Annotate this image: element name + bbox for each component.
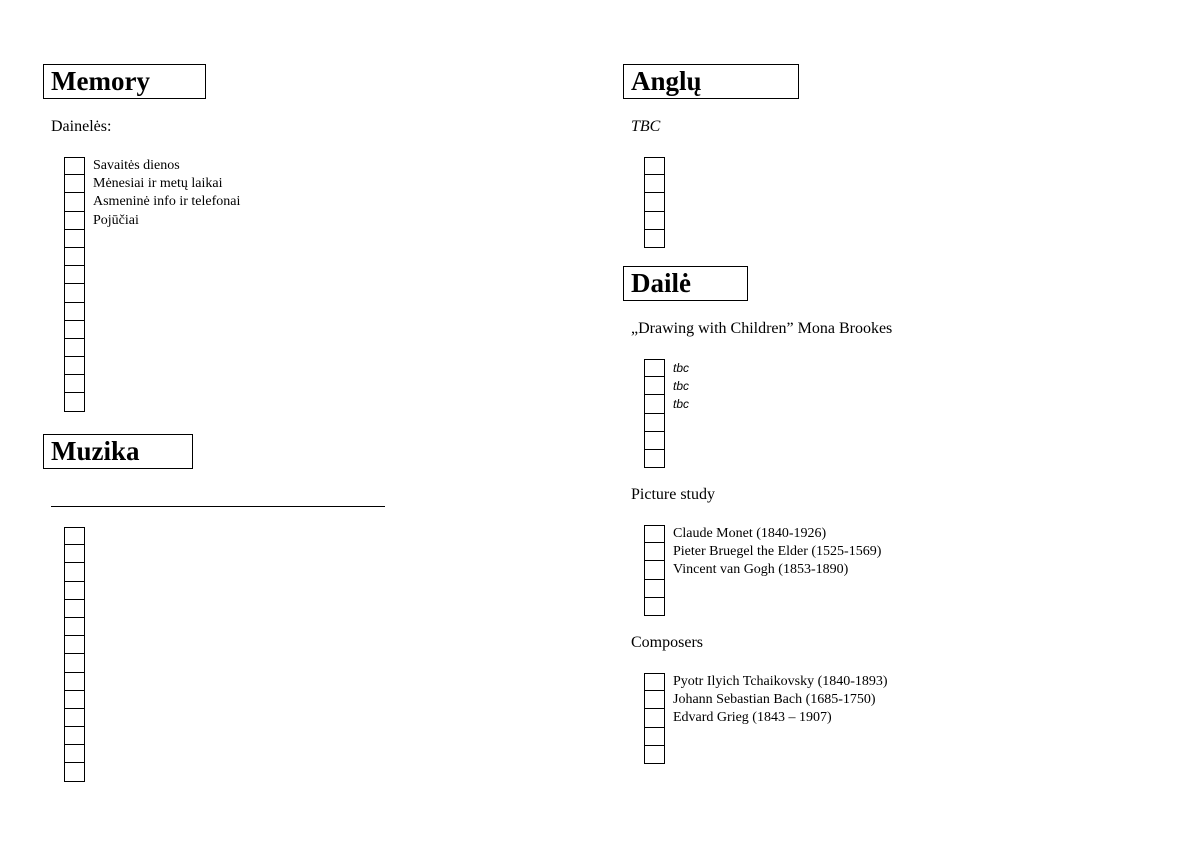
picture-study-subtitle: Picture study <box>631 486 715 503</box>
checkbox[interactable] <box>644 157 665 175</box>
checklist-item-label: Asmeninė info ir telefonai <box>93 194 241 210</box>
checkbox[interactable] <box>644 709 665 727</box>
checkbox[interactable] <box>64 193 85 211</box>
composers-subtitle: Composers <box>631 634 703 651</box>
checkbox[interactable] <box>644 673 665 691</box>
checkbox[interactable] <box>64 393 85 411</box>
checkbox[interactable] <box>64 527 85 545</box>
checkbox[interactable] <box>644 598 665 616</box>
checkbox[interactable] <box>64 600 85 618</box>
checkbox[interactable] <box>64 691 85 709</box>
checkbox[interactable] <box>64 582 85 600</box>
checklist-item-label: tbc <box>673 379 690 394</box>
daile-book-subtitle: „Drawing with Children” Mona Brookes <box>631 320 893 337</box>
checklist-item-label: tbc <box>673 361 690 375</box>
checklist-item-label: Vincent van Gogh (1853-1890) <box>673 562 849 578</box>
checkbox[interactable] <box>644 377 665 395</box>
checkbox[interactable] <box>64 545 85 563</box>
checkbox[interactable] <box>64 266 85 284</box>
checkbox[interactable] <box>64 157 85 175</box>
checkbox[interactable] <box>644 561 665 579</box>
checkbox[interactable] <box>64 248 85 266</box>
checkbox[interactable] <box>644 543 665 561</box>
checkbox[interactable] <box>64 357 85 375</box>
checkbox[interactable] <box>644 230 665 248</box>
anglu-subtitle: TBC <box>631 118 661 135</box>
checklist-item-label: Edvard Grieg (1843 – 1907) <box>673 710 832 726</box>
checkbox[interactable] <box>64 727 85 745</box>
checklist-item-label: tbc <box>673 397 690 412</box>
checkbox[interactable] <box>64 745 85 763</box>
checkbox[interactable] <box>64 709 85 727</box>
checkbox[interactable] <box>64 175 85 193</box>
checklist-item-label: Savaitės dienos <box>93 158 180 173</box>
checkbox[interactable] <box>644 193 665 211</box>
checkbox[interactable] <box>64 654 85 672</box>
checkbox[interactable] <box>64 673 85 691</box>
checkbox[interactable] <box>64 303 85 321</box>
checkbox[interactable] <box>644 525 665 543</box>
checklist-item-label: Claude Monet (1840-1926) <box>673 526 827 541</box>
memory-heading: Memory <box>43 64 206 99</box>
checkbox[interactable] <box>64 563 85 581</box>
checkbox[interactable] <box>644 359 665 377</box>
daile-heading: Dailė <box>623 266 748 301</box>
checkbox[interactable] <box>644 432 665 450</box>
checkbox[interactable] <box>64 321 85 339</box>
checkbox[interactable] <box>644 728 665 746</box>
checklist-item-label: Mėnesiai ir metų laikai <box>93 176 223 192</box>
checklist-item-label: Pyotr Ilyich Tchaikovsky (1840-1893) <box>673 674 888 689</box>
checkbox[interactable] <box>644 175 665 193</box>
checkbox[interactable] <box>644 414 665 432</box>
checkbox[interactable] <box>644 450 665 468</box>
checkbox[interactable] <box>64 763 85 781</box>
checkbox[interactable] <box>64 212 85 230</box>
checkbox[interactable] <box>644 212 665 230</box>
checklist-item-label: Pieter Bruegel the Elder (1525-1569) <box>673 544 882 560</box>
checkbox[interactable] <box>644 691 665 709</box>
checkbox[interactable] <box>644 395 665 413</box>
muzika-heading: Muzika <box>43 434 193 469</box>
checkbox[interactable] <box>644 746 665 764</box>
checklist-item-label: Johann Sebastian Bach (1685-1750) <box>673 692 876 708</box>
checklist-item-label: Pojūčiai <box>93 212 139 228</box>
memory-subtitle: Dainelės: <box>51 118 112 135</box>
checkbox[interactable] <box>64 636 85 654</box>
anglu-heading: Anglų <box>623 64 799 99</box>
checkbox[interactable] <box>64 284 85 302</box>
muzika-blank-line <box>51 506 385 507</box>
checkbox[interactable] <box>64 618 85 636</box>
checkbox[interactable] <box>64 339 85 357</box>
checkbox[interactable] <box>64 375 85 393</box>
checkbox[interactable] <box>644 580 665 598</box>
checkbox[interactable] <box>64 230 85 248</box>
